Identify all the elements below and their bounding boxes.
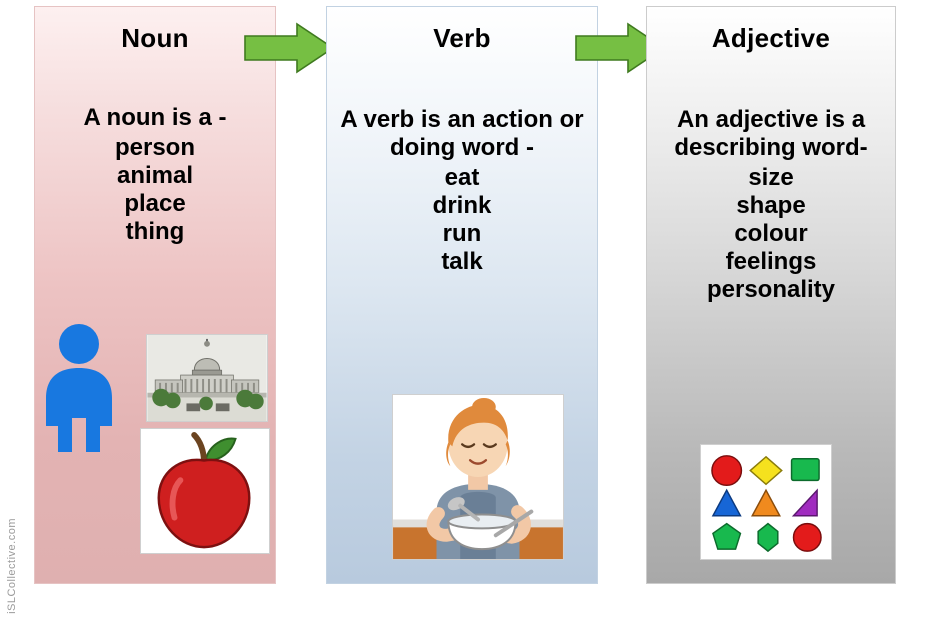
column-verb-body	[327, 106, 597, 276]
column-verb-item-2: run	[442, 220, 482, 248]
capitol-building-photo	[146, 334, 268, 422]
column-adjective-item-3: feelings	[725, 248, 817, 276]
column-noun-item-1: animal	[116, 162, 194, 190]
column-verb-item-0: eat	[444, 164, 480, 192]
column-verb-title: Verb	[433, 23, 491, 53]
column-noun-item-3: thing	[125, 218, 185, 246]
column-noun-body	[35, 104, 275, 246]
coloured-shapes-chart	[700, 444, 832, 560]
column-noun-lead: A noun is a -	[83, 104, 227, 131]
column-adjective-lead: An adjective is a describing word-	[674, 106, 868, 162]
girl-eating-soup-illustration	[392, 394, 564, 560]
watermark-islcollective: iSLCollective.com	[6, 518, 18, 614]
column-verb-lead: A verb is an action or doing word -	[340, 106, 584, 162]
person-pictogram	[38, 322, 120, 452]
column-noun-item-2: place	[124, 190, 186, 218]
column-noun-item-0: person	[114, 134, 195, 162]
column-adjective-title: Adjective	[711, 23, 831, 53]
column-noun-title: Noun	[121, 23, 189, 53]
column-adjective-body	[647, 106, 895, 305]
red-apple-illustration	[140, 428, 270, 554]
column-adjective-item-2: colour	[734, 220, 808, 248]
column-adjective-item-1: shape	[736, 192, 806, 220]
column-adjective-item-4: personality	[706, 276, 836, 304]
column-verb-item-3: talk	[441, 248, 483, 276]
column-verb-item-1: drink	[432, 192, 492, 220]
column-adjective-item-0: size	[748, 164, 794, 192]
arrow-noun-to-verb	[243, 22, 335, 74]
